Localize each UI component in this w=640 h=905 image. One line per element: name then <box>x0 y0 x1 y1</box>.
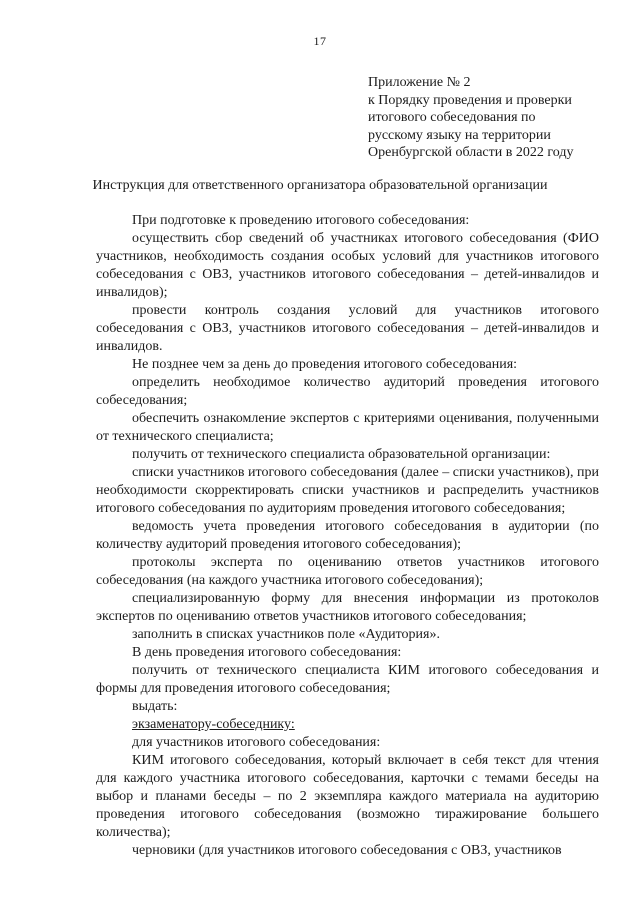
paragraph: провести контроль создания условий для участников итогового собеседования с ОВЗ, участников итогового собеседования – детей-инвалидов и инвалидов. <box>96 303 599 354</box>
paragraph: КИМ итогового собеседования, который включает в себя текст для чтения для каждого участника итогового собеседования, карточки с темами беседы на выбор и планами беседы – по 2 экземпляра каждого материала на аудиторию проведения итогового собеседования (возможно тиражирование большего количества); <box>96 753 599 840</box>
appendix-line: русскому языку на территории <box>368 127 551 143</box>
paragraph: получить от технического специалиста образовательной организации: <box>132 447 551 462</box>
paragraph: Не позднее чем за день до проведения итогового собеседования: <box>132 357 518 372</box>
paragraph: осуществить сбор сведений об участниках итогового собеседования (ФИО участников, необходимость создания особых условий для участников итогового собеседования с ОВЗ, участников итогового собеседования – детей-инвалидов и инвалидов); <box>96 231 599 300</box>
appendix-line: Приложение № 2 <box>368 75 471 90</box>
paragraph: для участников итогового собеседования: <box>132 735 381 750</box>
paragraph: ведомость учета проведения итогового собеседования в аудитории (по количеству аудиторий проведения итогового собеседования); <box>96 519 599 552</box>
paragraph: При подготовке к проведению итогового собеседования: <box>132 213 470 228</box>
appendix-line: итогового собеседования по <box>368 110 536 125</box>
appendix-header <box>368 74 628 162</box>
paragraph: В день проведения итогового собеседования: <box>132 645 402 660</box>
appendix-line: Оренбургской области в 2022 году <box>368 145 574 160</box>
document-body <box>96 212 599 860</box>
paragraph: получить от технического специалиста КИМ итогового собеседования и формы для проведения итогового собеседования; <box>96 663 599 696</box>
paragraph-underlined <box>96 716 599 734</box>
document-title: Инструкция для ответственного организатора образовательной организации <box>92 178 548 193</box>
paragraph: черновики (для участников итогового собеседования с ОВЗ, участников <box>132 843 562 858</box>
paragraph: определить необходимое количество аудиторий проведения итогового собеседования; <box>96 375 599 408</box>
paragraph: специализированную форму для внесения информации из протоколов экспертов по оцениванию ответов участников итогового собеседования; <box>96 591 599 624</box>
page-number: 17 <box>313 34 327 48</box>
paragraph: заполнить в списках участников поле «Аудитория». <box>132 627 440 642</box>
paragraph: протоколы эксперта по оцениванию ответов участников итогового собеседования (на каждого участника итогового собеседования); <box>96 555 599 588</box>
paragraph: обеспечить ознакомление экспертов с критериями оценивания, полученными от технического специалиста; <box>96 411 599 444</box>
appendix-line: к Порядку проведения и проверки <box>368 92 572 108</box>
paragraph: списки участников итогового собеседования (далее – списки участников), при необходимости скорректировать списки участников и распределить участников итогового собеседования по аудиториям проведения итогового собеседования; <box>96 465 599 516</box>
paragraph: выдать: <box>132 699 178 714</box>
underlined-heading: экзаменатору-собеседнику: <box>132 717 295 732</box>
